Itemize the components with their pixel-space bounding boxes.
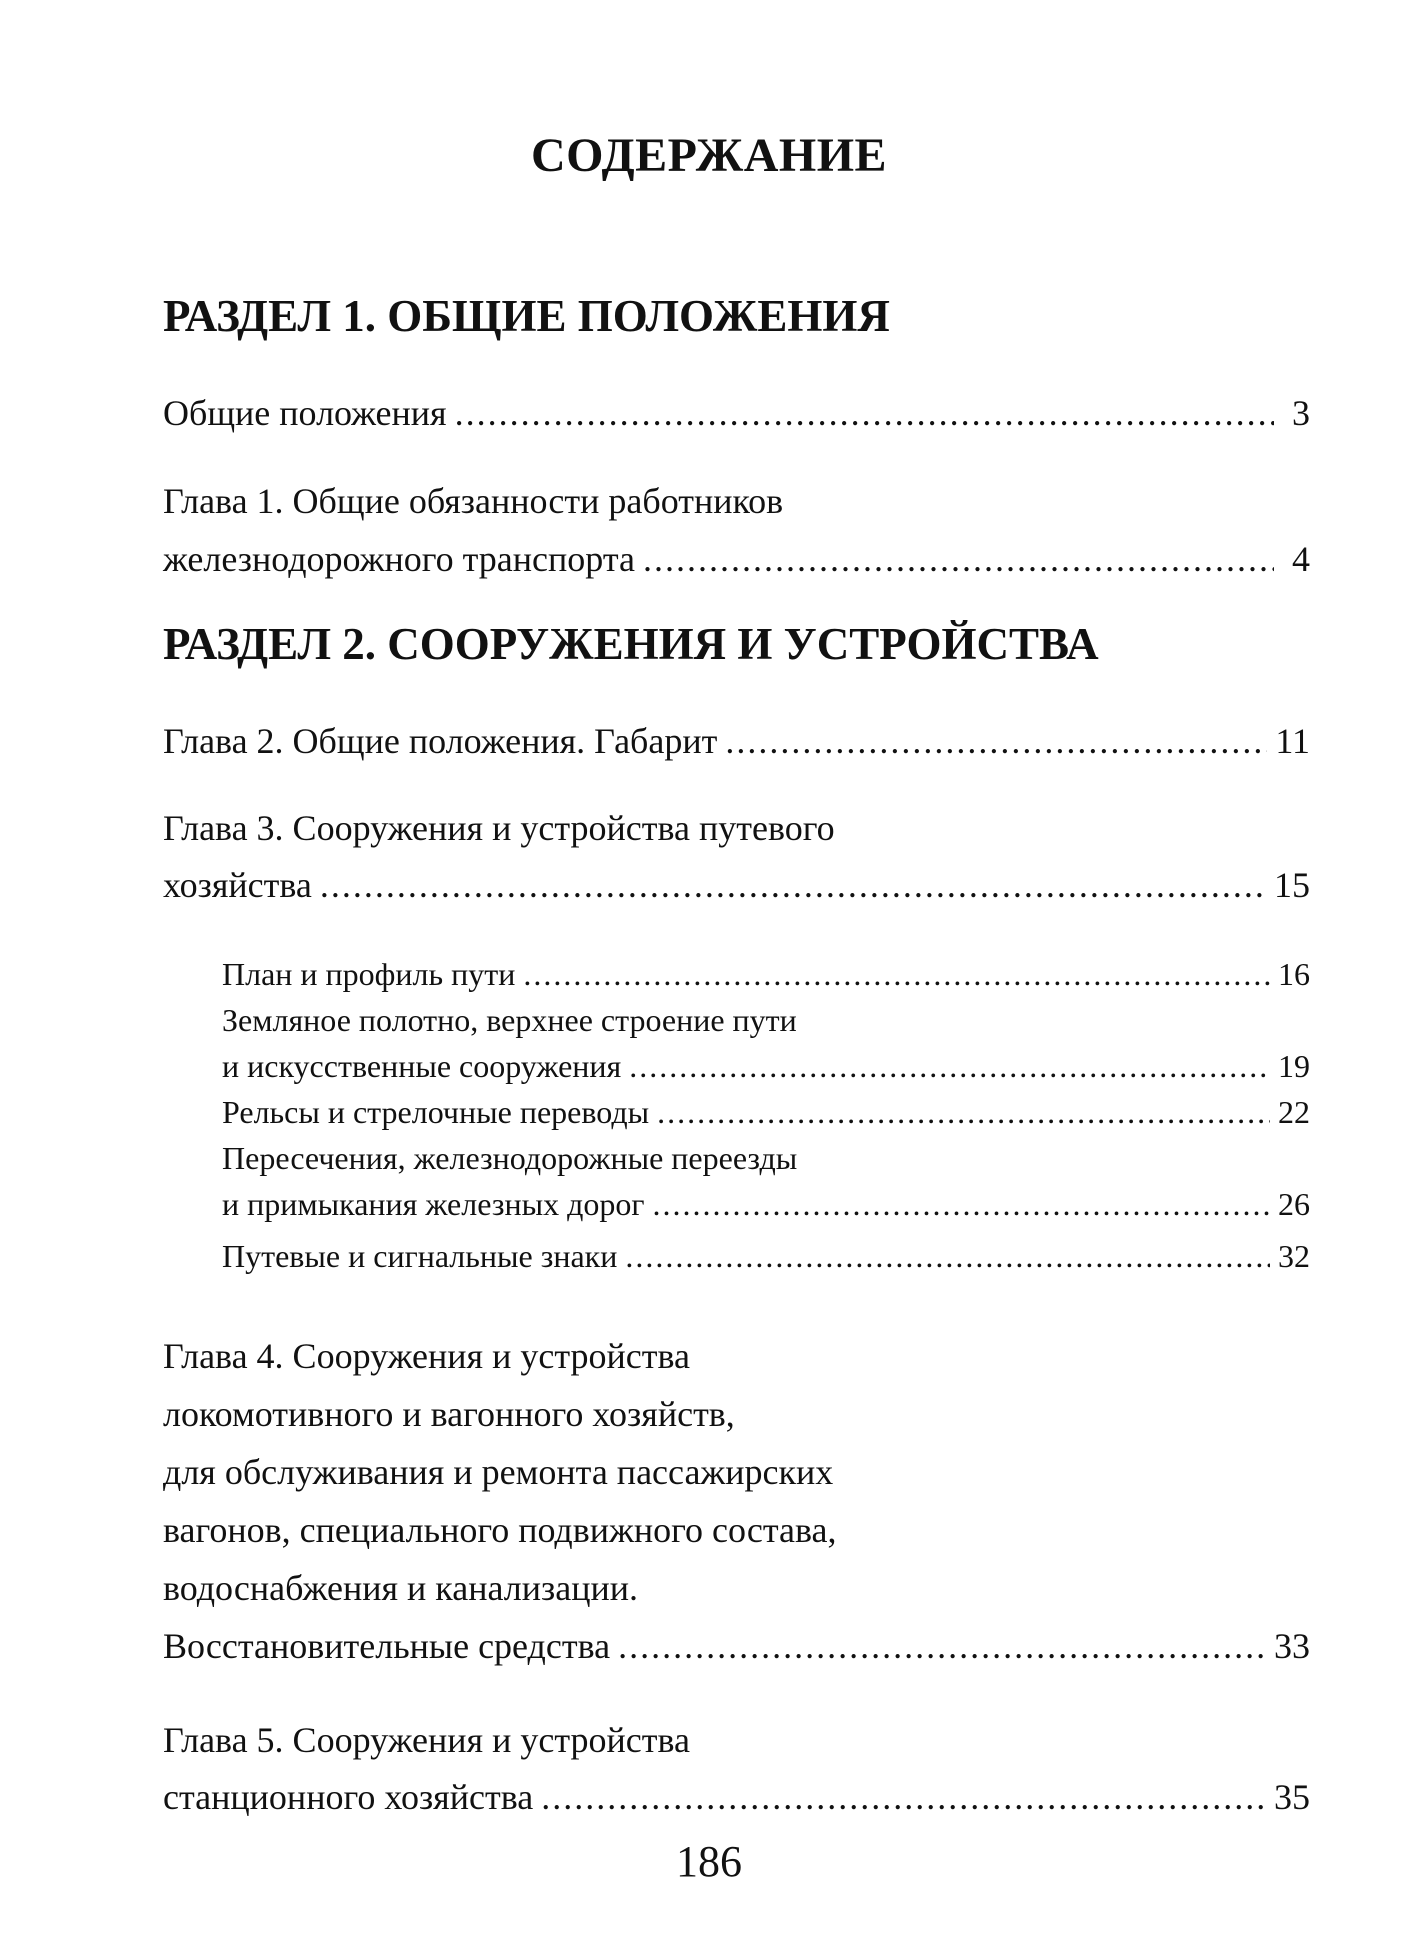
toc-page-number: 33 <box>1274 1626 1310 1666</box>
toc-entry-general[interactable] <box>163 390 1310 436</box>
toc-page-number: 16 <box>1278 956 1310 992</box>
toc-entry-chapter-4-line-3[interactable]: для обслуживания и ремонта пассажирских <box>163 1452 834 1492</box>
toc-page-number: 19 <box>1278 1048 1310 1084</box>
dot-leader <box>725 718 1267 764</box>
toc-entry-text: План и профиль пути <box>222 956 516 992</box>
toc-entry-text: и примыкания железных дорог <box>222 1186 645 1222</box>
toc-entry-text: Общие положения <box>163 393 447 433</box>
page-number: 186 <box>676 1837 742 1886</box>
dot-leader <box>643 536 1274 582</box>
dot-leader <box>320 862 1266 908</box>
toc-subentry-rails-switches[interactable] <box>222 1092 1310 1132</box>
toc-entry-chapter-4-line-4[interactable]: вагонов, специального подвижного состава, <box>163 1510 837 1550</box>
dot-leader <box>523 954 1270 994</box>
toc-entry-chapter-4-line-5[interactable]: водоснабжения и канализации. <box>163 1568 639 1608</box>
toc-page-number: 32 <box>1278 1238 1310 1274</box>
toc-entry-text: хозяйства <box>163 865 312 905</box>
toc-entry-text: Путевые и сигнальные знаки <box>222 1238 618 1274</box>
toc-page-number: 15 <box>1274 865 1310 905</box>
toc-subentry-roadbed-line-1[interactable]: Земляное полотно, верхнее строение пути <box>222 1002 797 1038</box>
toc-entry-chapter-4-line-1[interactable]: Глава 4. Сооружения и устройства <box>163 1336 690 1376</box>
toc-entry-text: Рельсы и стрелочные переводы <box>222 1094 650 1130</box>
section-heading-2: РАЗДЕЛ 2. СООРУЖЕНИЯ И УСТРОЙСТВА <box>163 619 1099 669</box>
toc-entry-text: Восстановительные средства <box>163 1626 611 1666</box>
dot-leader <box>652 1184 1270 1224</box>
toc-entry-chapter-5[interactable] <box>163 1774 1310 1820</box>
dot-leader <box>625 1236 1270 1276</box>
toc-subentry-crossings-line-1[interactable]: Пересечения, железнодорожные переезды <box>222 1140 798 1176</box>
toc-subentry-plan-profile[interactable] <box>222 954 1310 994</box>
toc-page-number: 4 <box>1292 539 1310 579</box>
toc-page-number: 22 <box>1278 1094 1310 1130</box>
toc-entry-text: железнодорожного транспорта <box>163 539 635 579</box>
toc-page-number: 26 <box>1278 1186 1310 1222</box>
toc-entry-text: Глава 2. Общие положения. Габарит <box>163 721 718 761</box>
toc-entry-chapter-3[interactable] <box>163 862 1310 908</box>
toc-entry-chapter-4[interactable] <box>163 1623 1310 1669</box>
dot-leader <box>541 1774 1266 1820</box>
toc-subentry-roadbed[interactable] <box>222 1046 1310 1086</box>
toc-entry-chapter-1[interactable] <box>163 536 1310 582</box>
dot-leader <box>629 1046 1270 1086</box>
toc-subentry-track-signs[interactable] <box>222 1236 1310 1276</box>
dot-leader <box>455 390 1274 436</box>
toc-entry-chapter-1-line-1[interactable]: Глава 1. Общие обязанности работников <box>163 481 784 521</box>
dot-leader <box>657 1092 1270 1132</box>
toc-page-number: 11 <box>1275 721 1310 761</box>
dot-leader <box>618 1623 1266 1669</box>
toc-page-number: 3 <box>1292 393 1310 433</box>
toc-entry-chapter-5-line-1[interactable]: Глава 5. Сооружения и устройства <box>163 1720 690 1760</box>
toc-entry-chapter-4-line-2[interactable]: локомотивного и вагонного хозяйств, <box>163 1394 735 1434</box>
toc-entry-chapter-2[interactable] <box>163 718 1310 764</box>
toc-subentry-crossings[interactable] <box>222 1184 1310 1224</box>
toc-entry-text: станционного хозяйства <box>163 1777 534 1817</box>
toc-entry-chapter-3-line-1[interactable]: Глава 3. Сооружения и устройства путевого <box>163 808 835 848</box>
toc-entry-text: и искусственные сооружения <box>222 1048 622 1084</box>
section-heading-1: РАЗДЕЛ 1. ОБЩИЕ ПОЛОЖЕНИЯ <box>163 291 890 341</box>
page-title: СОДЕРЖАНИЕ <box>530 129 888 182</box>
toc-page-number: 35 <box>1274 1777 1310 1817</box>
